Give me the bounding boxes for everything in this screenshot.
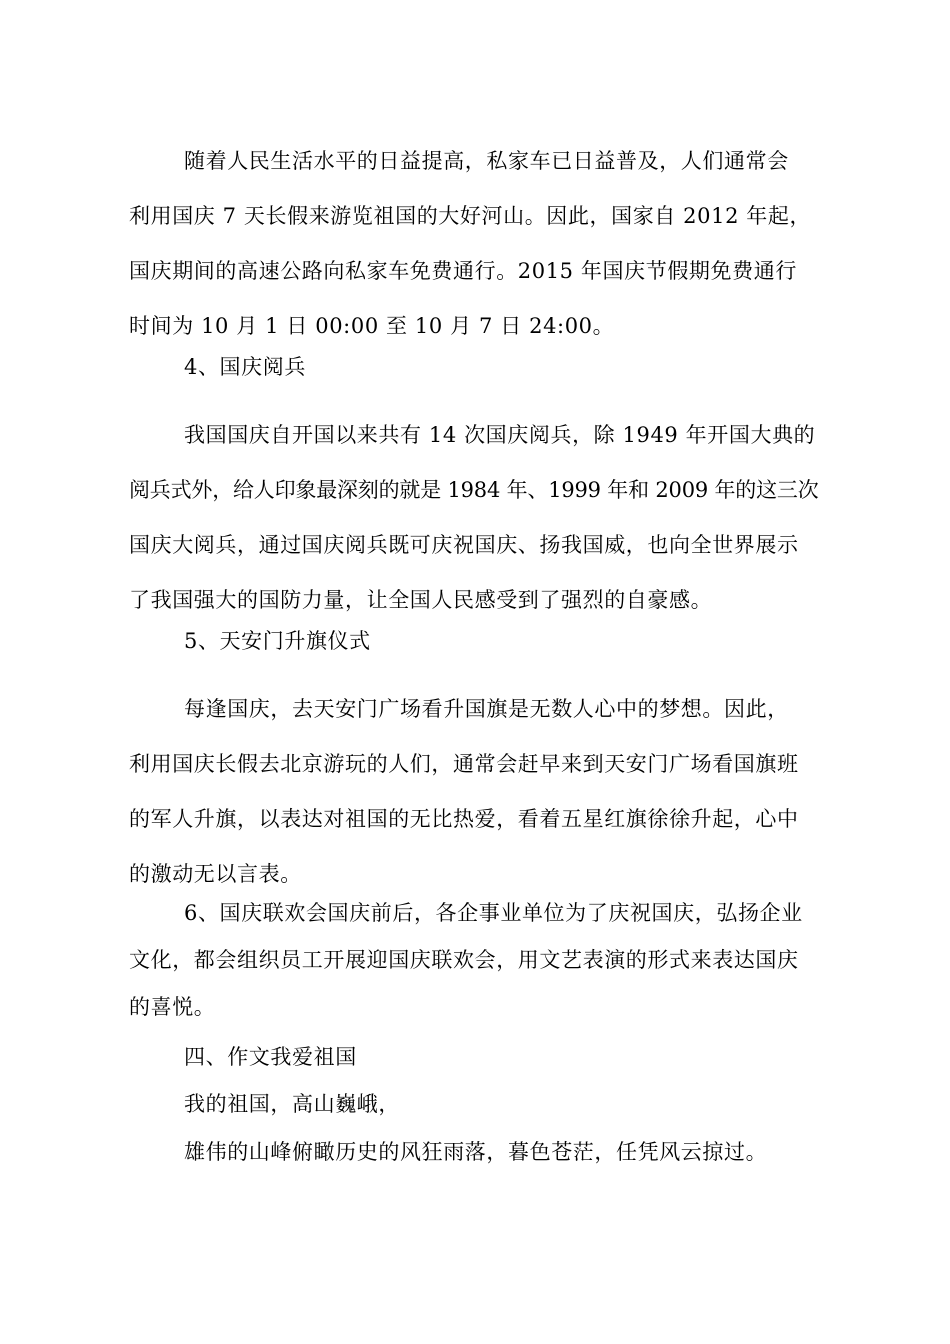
text-line: 利用国庆 7 天长假来游览祖国的大好河山。因此，国家自 2012 年起， <box>129 204 812 228</box>
text-line: 的军人升旗，以表达对祖国的无比热爱，看着五星红旗徐徐升起，心中 <box>129 807 799 831</box>
text-line: 国庆大阅兵，通过国庆阅兵既可庆祝国庆、扬我国威，也向全世界展示 <box>129 533 799 557</box>
text-line: 时间为 10 月 1 日 00:00 至 10 月 7 日 24:00。 <box>129 314 615 338</box>
text-line: 文化，都会组织员工开展迎国庆联欢会，用文艺表演的形式来表达国庆 <box>129 948 799 972</box>
text-line: 的激动无以言表。 <box>129 862 302 886</box>
paragraph-celebration-party <box>129 899 823 1022</box>
text-line: 6、国庆联欢会国庆前后，各企事业单位为了庆祝国庆，弘扬企业 <box>184 901 803 925</box>
text-line: 我的祖国，高山巍峨， <box>184 1092 400 1116</box>
text-line: 随着人民生活水平的日益提高，私家车已日益普及，人们通常会 <box>184 149 789 173</box>
section-heading: 5、天安门升旗仪式 <box>184 629 371 653</box>
text-line: 利用国庆长假去北京游玩的人们，通常会赶早来到天安门广场看国旗班 <box>129 752 799 776</box>
heading-flag-raising <box>129 627 823 656</box>
text-line: 每逢国庆，去天安门广场看升国旗是无数人心中的梦想。因此， <box>184 697 789 721</box>
text-line: 的喜悦。 <box>129 995 216 1019</box>
section-heading: 四、作文我爱祖国 <box>184 1045 357 1069</box>
poem-line-2 <box>129 1138 823 1167</box>
section-heading: 4、国庆阅兵 <box>184 355 306 379</box>
heading-essay <box>129 1043 823 1072</box>
text-line: 了我国强大的国防力量，让全国人民感受到了强烈的自豪感。 <box>129 588 713 612</box>
paragraph-holiday-toll-free <box>129 147 823 341</box>
text-line: 雄伟的山峰俯瞰历史的风狂雨落，暮色苍茫，任凭风云掠过。 <box>184 1140 768 1164</box>
text-line: 国庆期间的高速公路向私家车免费通行。2015 年国庆节假期免费通行 <box>129 259 797 283</box>
poem-line-1 <box>129 1090 823 1119</box>
heading-military-parade <box>129 353 823 382</box>
paragraph-flag-raising <box>129 695 823 889</box>
paragraph-military-parade <box>129 421 823 615</box>
text-line: 我国国庆自开国以来共有 14 次国庆阅兵，除 1949 年开国大典的 <box>184 423 816 447</box>
text-line: 阅兵式外，给人印象最深刻的就是 1984 年、1999 年和 2009 年的这三次 <box>129 478 819 502</box>
